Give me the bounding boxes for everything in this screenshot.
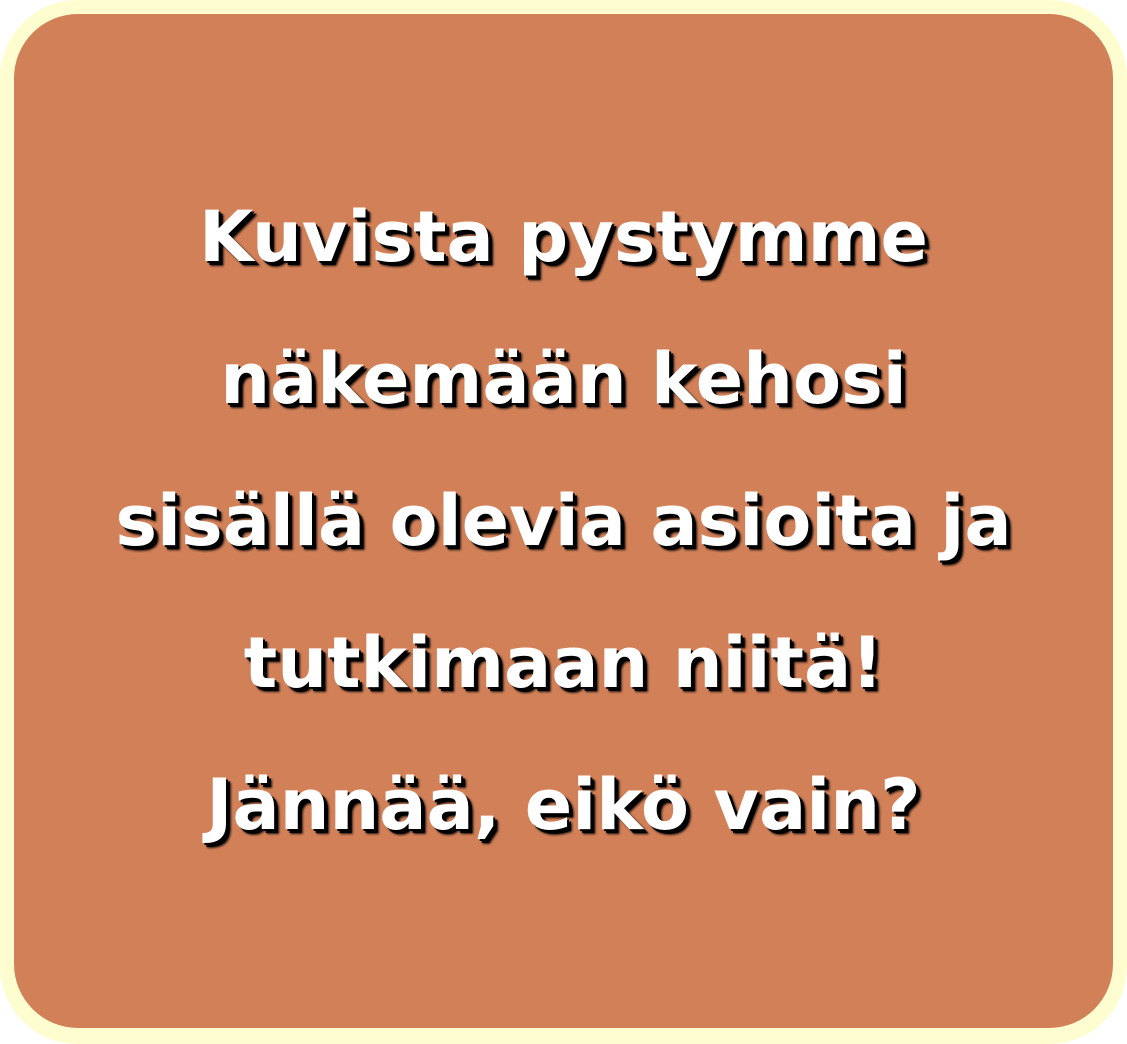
message-text — [105, 166, 1021, 876]
message-line-4: tutkimaan niitä! — [243, 622, 884, 704]
message-line-3: sisällä olevia asioita ja — [115, 480, 1012, 562]
message-line-5: Jännää, eikö vain? — [206, 764, 921, 846]
message-line-1: Kuvista pystymme — [198, 196, 929, 278]
message-card — [14, 14, 1113, 1028]
message-line-2: näkemään kehosi — [220, 338, 907, 420]
